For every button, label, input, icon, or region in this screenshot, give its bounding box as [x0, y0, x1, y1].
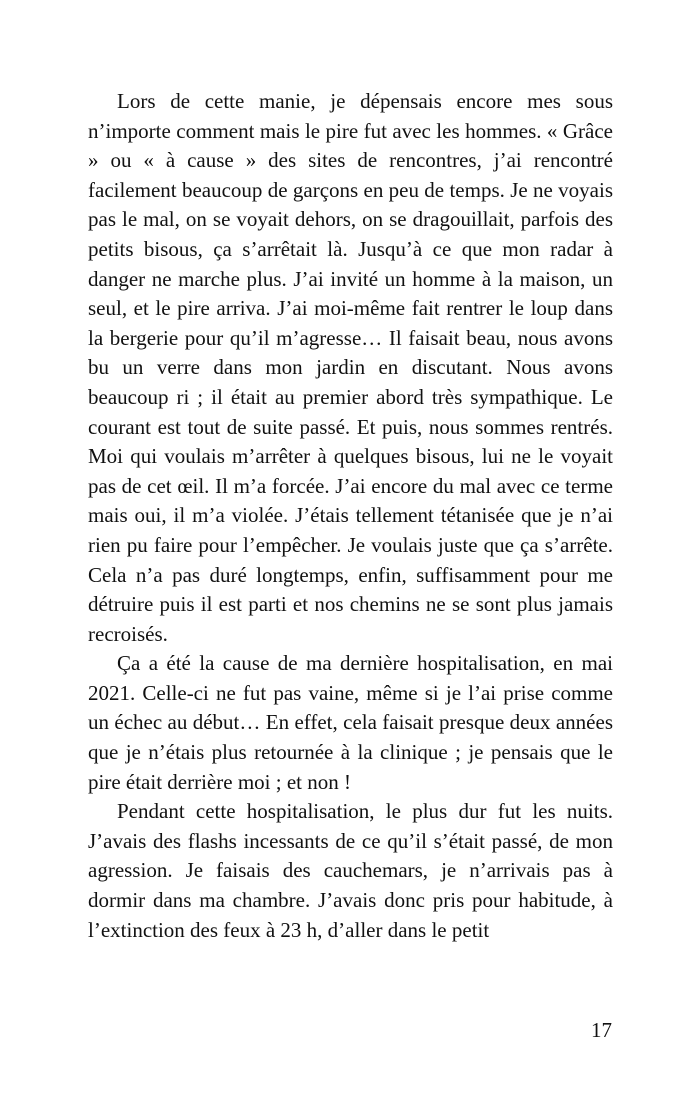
paragraph-1: Lors de cette manie, je dépensais encore mes sous n’importe comment mais le pire fut avec les hommes. « Grâce » ou « à cause » des sites de rencontres, j’ai rencontré facilement beaucoup de garçons en peu de temps. Je ne voyais pas le mal, on se voyait dehors, on se dragouillait, parfois des petits bisous, ça s’arrêtait là. Jusqu’à ce que mon radar à danger ne marche plus. J’ai invité un homme à la maison, un seul, et le pire arriva. J’ai moi-même fait rentrer le loup dans la bergerie pour qu’il m’agresse… Il faisait beau, nous avons bu un verre dans mon jardin en discutant. Nous avons beaucoup ri ; il était au premier abord très sympathique. Le courant est tout de suite passé. Et puis, nous sommes rentrés. Moi qui voulais m’arrêter à quelques bisous, lui ne le voyait pas de cet œil. Il m’a forcée. J’ai encore du mal avec ce terme mais oui, il m’a violée. J’étais tellement tétanisée que je n’ai rien pu faire pour l’empêcher. Je voulais juste que ça s’arrête. Cela n’a pas duré longtemps, enfin, suffisamment pour me détruire puis il est parti et nos chemins ne se sont plus jamais recroisés. [88, 89, 613, 646]
paragraph-3: Pendant cette hospitalisation, le plus dur fut les nuits. J’avais des flashs incessants de ce qu’il s’était passé, de mon agression. Je faisais des cauchemars, je n’arrivais pas à dormir dans ma chambre. J’avais donc pris pour habitude, à l’extinction des feux à 23 h, d’aller dans le petit [88, 799, 613, 942]
body-text [88, 87, 613, 945]
paragraph-2: Ça a été la cause de ma dernière hospitalisation, en mai 2021. Celle-ci ne fut pas vaine, même si je l’ai prise comme un échec au début… En effet, cela faisait presque deux années que je n’étais plus retournée à la clinique ; je pensais que le pire était derrière moi ; et non ! [88, 651, 613, 794]
page-number: 17 [591, 1018, 612, 1042]
